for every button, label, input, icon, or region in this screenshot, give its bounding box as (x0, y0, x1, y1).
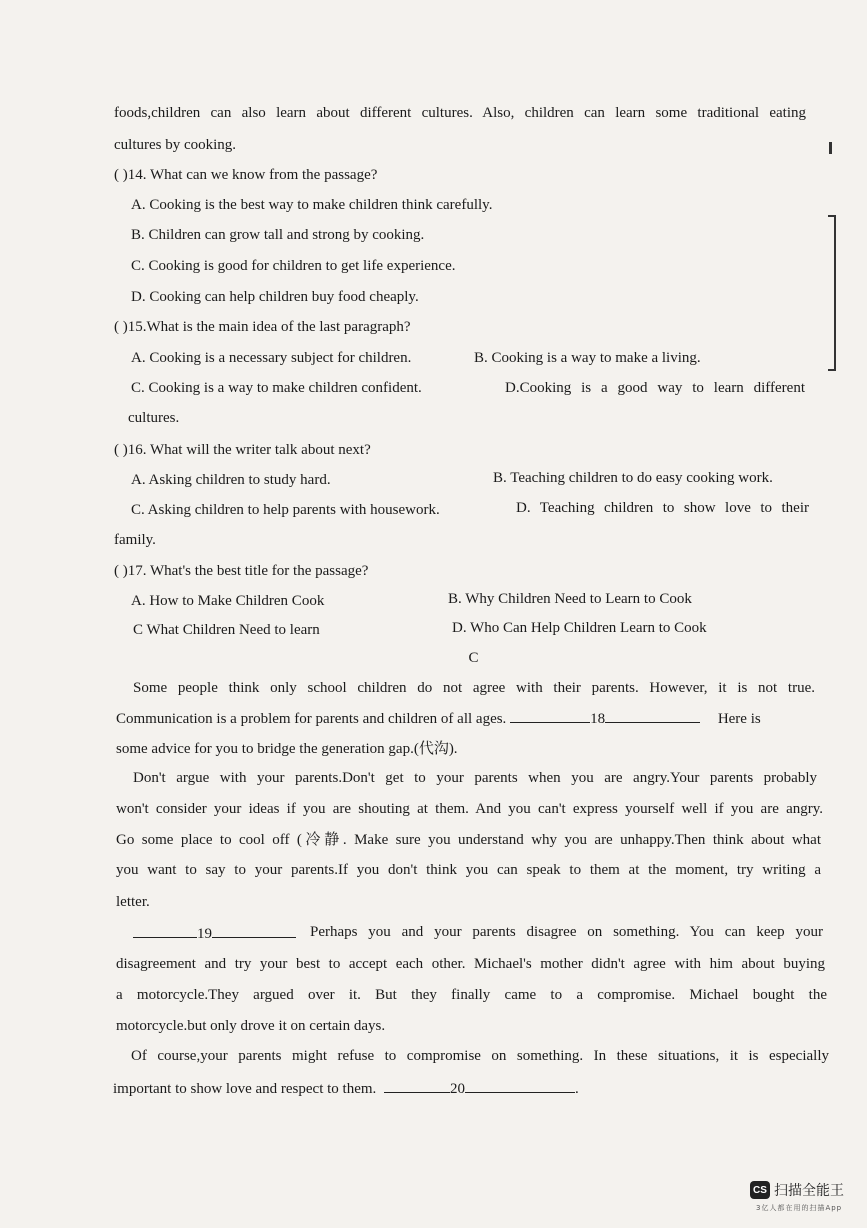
q14-option-c: C. Cooking is good for children to get life experience. (131, 258, 456, 274)
section-c-heading: C (468, 650, 479, 666)
question-15-stem: ( )15.What is the main idea of the last paragraph? (114, 319, 411, 335)
question-14-stem: ( )14. What can we know from the passage? (114, 167, 378, 183)
q16-option-d: D. Teaching children to show love to their (516, 500, 809, 516)
answer-blank[interactable] (605, 708, 700, 723)
paragraph-line: important to show love and respect to them. 20 . (113, 1078, 867, 1099)
q14-option-d: D. Cooking can help children buy food cheaply. (131, 289, 419, 305)
answer-blank[interactable] (133, 923, 197, 938)
q15-option-a: A. Cooking is a necessary subject for children. (131, 350, 412, 366)
paragraph-text: Communication is a problem for parents and children of all ages. (116, 711, 507, 727)
q16-option-d-cont: family. (114, 532, 156, 548)
q16-option-c: C. Asking children to help parents with housework. (131, 502, 440, 518)
watermark-tagline: 3亿人都在用的扫描App (756, 1204, 843, 1212)
answer-blank[interactable] (510, 708, 590, 723)
paragraph-line: disagreement and try your best to accept each other. Michael's mother didn't agree with him about buying (116, 956, 825, 972)
paragraph-line: Perhaps you and your parents disagree on something. You can keep your (310, 924, 823, 940)
paragraph-line: some advice for you to bridge the generation gap.(代沟). (116, 741, 458, 757)
answer-blank[interactable] (212, 923, 296, 938)
q16-option-a: A. Asking children to study hard. (131, 472, 331, 488)
q17-option-a: A. How to Make Children Cook (131, 593, 325, 609)
paragraph-text: important to show love and respect to them. (113, 1081, 377, 1097)
paragraph-text: Here is (717, 711, 761, 727)
paragraph-line: you want to say to your parents.If you don't think you can speak to them at the moment, try writing a (116, 862, 821, 878)
margin-mark (829, 142, 832, 154)
passage-line: cultures by cooking. (114, 137, 237, 153)
paragraph-line: won't consider your ideas if you are shouting at them. And you can't express yourself well if you are angry. (116, 801, 823, 817)
q17-option-d: D. Who Can Help Children Learn to Cook (452, 620, 707, 636)
q17-option-b: B. Why Children Need to Learn to Cook (448, 591, 692, 607)
q15-option-d-cont: cultures. (128, 410, 180, 426)
q15-option-b: B. Cooking is a way to make a living. (474, 350, 701, 366)
margin-bracket (828, 215, 836, 371)
paragraph-line: Don't argue with your parents.Don't get to your parents when you are angry.Your parents probably (133, 770, 817, 786)
q17-option-c: C What Children Need to learn (133, 622, 320, 638)
blank-number-18: 18 (590, 711, 606, 727)
q14-option-b: B. Children can grow tall and strong by cooking. (131, 227, 425, 243)
q15-option-d: D.Cooking is a good way to learn different (505, 380, 805, 396)
answer-blank[interactable] (465, 1078, 575, 1093)
paragraph-line: letter. (116, 894, 150, 910)
paragraph-line: a motorcycle.They argued over it. But they finally came to a compromise. Michael bought the (116, 987, 827, 1003)
question-16-stem: ( )16. What will the writer talk about next? (114, 442, 371, 458)
q14-option-a: A. Cooking is the best way to make children think carefully. (131, 197, 493, 213)
answer-blank[interactable] (384, 1078, 450, 1093)
paragraph-line: Go some place to cool off (冷静. Make sure you understand why you are unhappy.Then think about what (116, 832, 821, 848)
q15-option-c: C. Cooking is a way to make children confident. (131, 380, 422, 396)
camscanner-logo-icon: CS (750, 1181, 770, 1199)
paragraph-line: Of course,your parents might refuse to compromise on something. In these situations, it is especially (131, 1048, 829, 1064)
paragraph-line: motorcycle.but only drove it on certain days. (116, 1018, 386, 1034)
watermark-brand: 扫描全能王 (774, 1183, 844, 1199)
blank-number-19: 19 (197, 926, 212, 942)
q16-option-b: B. Teaching children to do easy cooking work. (493, 470, 773, 486)
blank-number-20: 20 (450, 1081, 466, 1097)
passage-line: foods,children can also learn about different cultures. Also, children can learn some traditional eating (114, 105, 806, 121)
paragraph-line: Some people think only school children do not agree with their parents. However, it is not true. (133, 680, 815, 696)
question-17-stem: ( )17. What's the best title for the passage? (114, 563, 369, 579)
paragraph-line (116, 708, 867, 729)
scanner-watermark (750, 1180, 844, 1200)
